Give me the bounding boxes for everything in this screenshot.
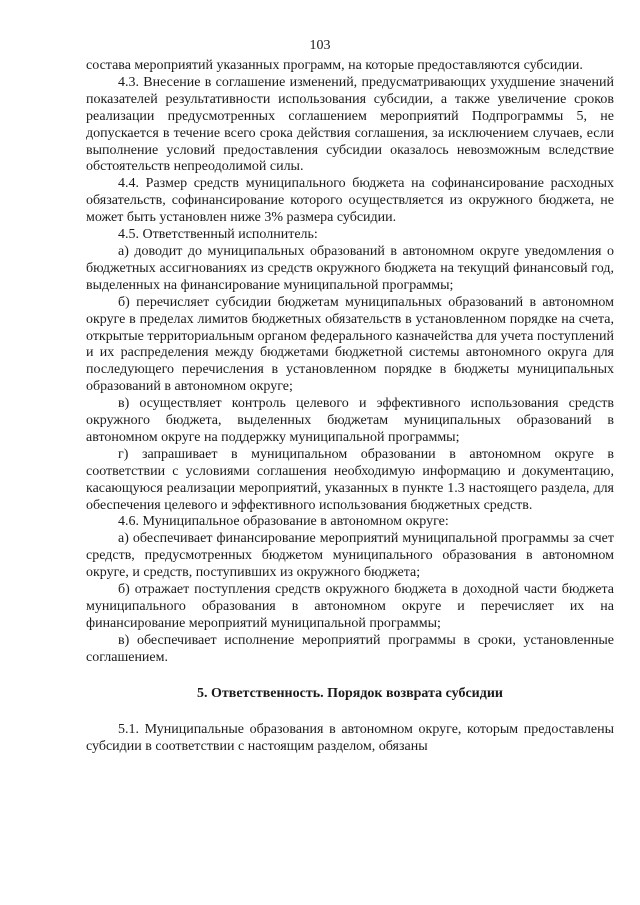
paragraph-4-5: 4.5. Ответственный исполнитель:: [118, 227, 318, 243]
list-item-4-6-b: б) отражает поступления средств окружного бюджета в доходной части бюджета муниципального образования в автономном округе и перечисляет их на финансирование мероприятий муниципальной программы;: [86, 582, 614, 631]
list-item-4-5-g: г) запрашивает в муниципальном образовании в автономном округе в соответствии с условиями соглашения необходимую информацию и документацию, касающуюся реализации мероприятий, указанных в пункте 1.3 настоящего раздела, для обеспечения целевого и эффективного использования бюджетных средств.: [86, 446, 614, 513]
document-body: [86, 58, 614, 755]
list-item-4-5-v: в) осуществляет контроль целевого и эффективного использования средств окружного бюджета, выделенных бюджетам муниципальных образований в автономном округе на поддержку муниципальной программы;: [86, 396, 614, 445]
list-item-4-5-b: б) перечисляет субсидии бюджетам муниципальных образований в автономном округе в пределах лимитов бюджетных обязательств в установленном порядке на счета, открытые территориальным органом федерального казначейства для учета поступлений и их распределения между бюджетами бюджетной системы автономного округа для последующего перечисления в установленном порядке в бюджеты муниципальных образований в автономном округе;: [86, 294, 614, 395]
paragraph-4-6: 4.6. Муниципальное образование в автономном округе:: [118, 514, 449, 530]
list-item-4-5-a: а) доводит до муниципальных образований в автономном округе уведомления о бюджетных ассигнованиях из средств окружного бюджета на текущий финансовый год, выделенных на финансирование муниципальной программы;: [86, 243, 614, 293]
list-item-4-6-v: в) обеспечивает исполнение мероприятий программы в сроки, установленные соглашением.: [86, 632, 614, 665]
list-item-4-6-a: а) обеспечивает финансирование мероприятий муниципальной программы за счет средств, предусмотренных бюджетом муниципального образования в автономном округе, и средств, поступивших из окружного бюджета;: [86, 531, 614, 581]
paragraph-4-4: 4.4. Размер средств муниципального бюджета на софинансирование расходных обязательств, софинансирование которого осуществляется из окружного бюджета, не может быть установлен ниже 3% размера субсидии.: [86, 176, 614, 226]
page-number: 103: [309, 38, 331, 53]
paragraph-4-3: 4.3. Внесение в соглашение изменений, предусматривающих ухудшение значений показателей результативности использования субсидии, а также увеличение сроков реализации предусмотренных соглашением мероприятий Подпрограммы 5, не допускается в течение всего срока действия соглашения, за исключением случаев, если выполнение условий предоставления субсидии оказалось невозможным вследствие обстоятельств непреодолимой силы.: [86, 74, 614, 175]
paragraph: состава мероприятий указанных программ, на которые предоставляются субсидии.: [86, 58, 583, 73]
paragraph-5-1: 5.1. Муниципальные образования в автономном округе, которым предоставлены субсидии в соответствии с настоящим разделом, обязаны: [86, 721, 614, 754]
section-heading: 5. Ответственность. Порядок возврата субсидии: [197, 685, 503, 701]
